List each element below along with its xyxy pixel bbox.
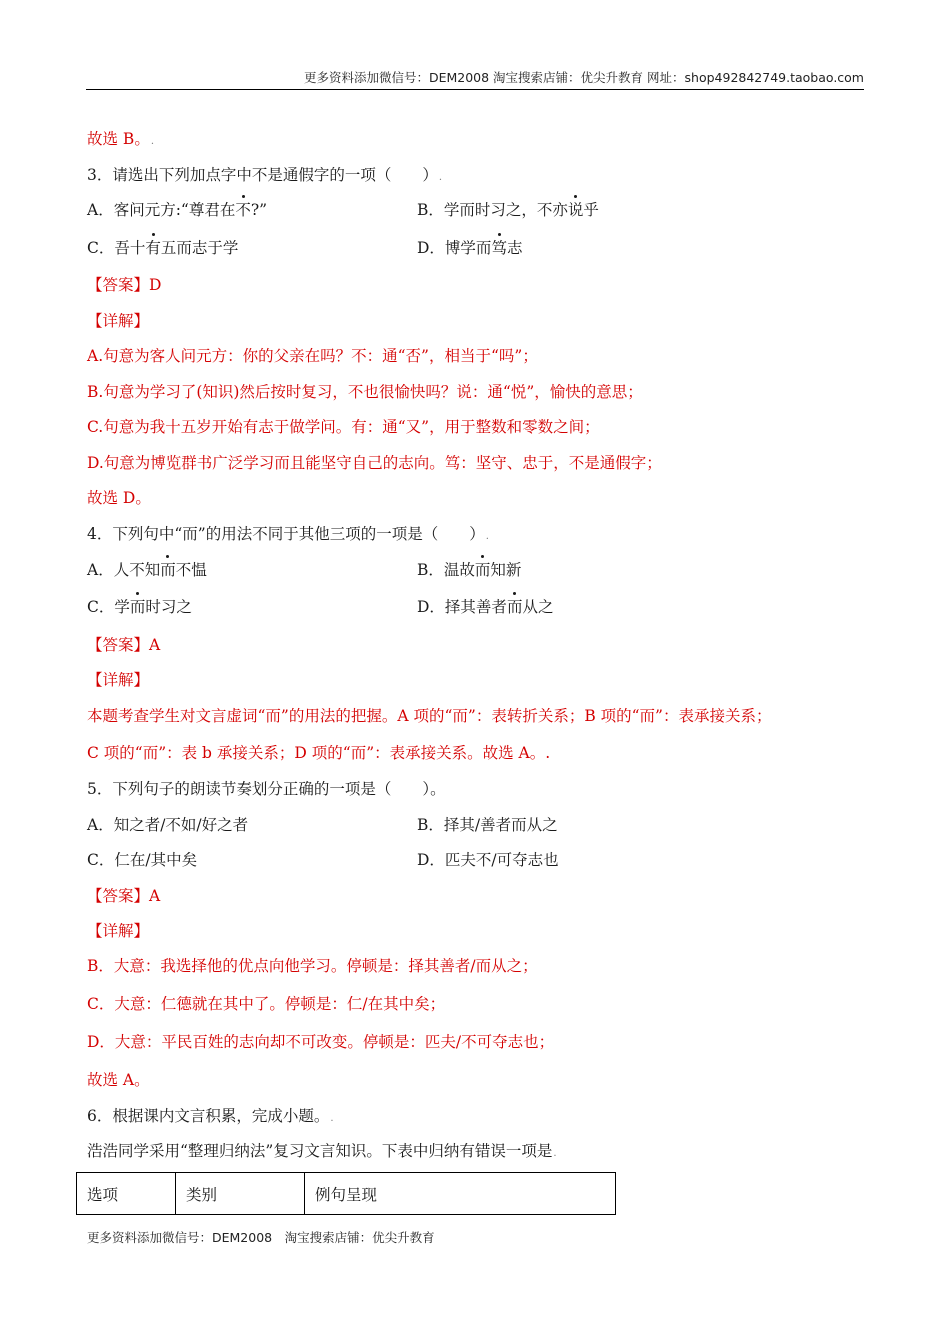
- q4-explanation-2: C 项的“而”：表 b 承接关系；D 项的“而”：表承接关系。故选 A。.: [87, 744, 551, 762]
- q5-explanation-d: D．大意：平民百姓的志向却不可改变。停顿是：匹夫/不可夺志也；: [87, 1033, 555, 1051]
- q4-answer: 【答案】A: [87, 636, 161, 654]
- q3-option-c: C．吾十有五而志于学: [87, 236, 238, 260]
- dotted-char: 说: [568, 198, 584, 222]
- dotted-char: 而: [507, 595, 523, 619]
- q3-stem: 3．请选出下列加点字中不是通假字的一项（ ）.: [87, 166, 443, 184]
- q4-option-d: D．择其善者而从之: [417, 595, 553, 619]
- dotted-char: 而: [475, 558, 491, 582]
- table-header-option: 选项: [77, 1173, 176, 1214]
- q4-detail-label: 【详解】: [87, 671, 150, 689]
- q3-conclusion: 故选 D。: [87, 489, 151, 507]
- q3-explanation-d: D.句意为博览群书广泛学习而且能坚守自己的志向。笃：坚守、忠于，不是通假字；: [87, 454, 662, 472]
- q3-answer: 【答案】D: [87, 276, 162, 294]
- q5-option-c: C．仁在/其中矣: [87, 851, 198, 869]
- q5-conclusion: 故选 A。: [87, 1071, 150, 1089]
- summary-table-header: [76, 1172, 616, 1215]
- q5-detail-label: 【详解】: [87, 922, 150, 940]
- q5-explanation-b: B．大意：我选择他的优点向他学习。停顿是：择其善者/而从之；: [87, 957, 538, 975]
- dotted-char: 而: [130, 595, 146, 619]
- dotted-char: 不: [235, 198, 251, 222]
- q6-stem: 6．根据课内文言积累，完成小题。.: [87, 1107, 334, 1125]
- q5-option-d: D．匹夫不/可夺志也: [417, 851, 559, 869]
- q5-option-a: A．知之者/不如/好之者: [87, 816, 249, 834]
- page-footer: 更多资料添加微信号：DEM2008 淘宝搜索店铺：优尖升教育: [87, 1230, 435, 1245]
- dotted-char: 有: [145, 236, 161, 260]
- q5-explanation-c: C．大意：仁德就在其中了。停顿是：仁/在其中矣；: [87, 995, 446, 1013]
- q4-stem: 4．下列句中“而”的用法不同于其他三项的一项是（ ）.: [87, 525, 489, 543]
- q4-option-a: A．人不知而不愠: [87, 558, 207, 582]
- q2-conclusion: 故选 B。.: [87, 130, 155, 148]
- q3-explanation-c: C.句意为我十五岁开始有志于做学问。有：通“又”，用于整数和零数之间；: [87, 418, 600, 436]
- table-header-category: 类别: [176, 1173, 305, 1214]
- page-header: 更多资料添加微信号：DEM2008 淘宝搜索店铺：优尖升教育 网址：shop492842749.taobao.com: [303, 70, 864, 85]
- q5-stem: 5．下列句子的朗读节奏划分正确的一项是（ ）。: [87, 780, 446, 798]
- q4-option-c: C．学而时习之: [87, 595, 192, 619]
- dotted-char: 而: [160, 558, 176, 582]
- q4-explanation-1: 本题考查学生对文言虚词“而”的用法的把握。A 项的“而”：表转折关系；B 项的“而”：表承接关系；: [87, 707, 772, 725]
- q3-option-b: B．学而时习之，不亦说乎: [417, 198, 599, 222]
- q4-option-b: B．温故而知新: [417, 558, 521, 582]
- q6-intro: 浩浩同学采用“整理归纳法”复习文言知识。下表中归纳有错误一项是.: [87, 1142, 557, 1160]
- table-header-example: 例句呈现: [315, 1186, 378, 1204]
- q3-option-a: A．客问元方:“尊君在不?”: [87, 198, 267, 222]
- header-rule: [86, 89, 864, 90]
- q3-option-d: D．博学而笃志: [417, 236, 522, 260]
- q3-explanation-a: A.句意为客人问元方：你的父亲在吗？不：通“否”，相当于“吗”；: [87, 347, 538, 365]
- dotted-char: 笃: [491, 236, 507, 260]
- q5-option-b: B．择其/善者而从之: [417, 816, 558, 834]
- q5-answer: 【答案】A: [87, 887, 161, 905]
- q3-detail-label: 【详解】: [87, 312, 150, 330]
- q3-explanation-b: B.句意为学习了(知识)然后按时复习，不也很愉快吗？说：通“悦”，愉快的意思；: [87, 383, 643, 401]
